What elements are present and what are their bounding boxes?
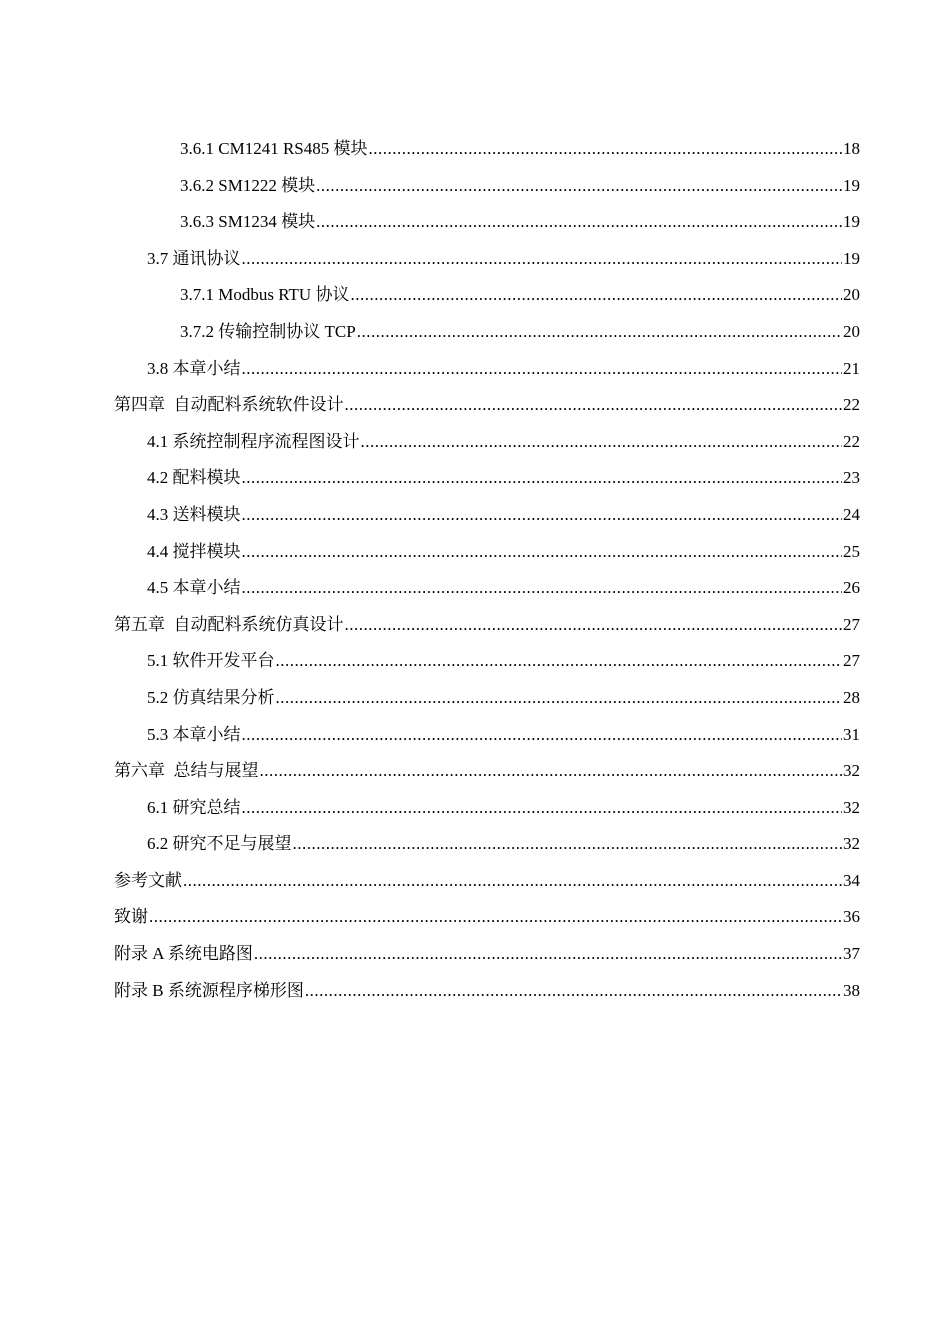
toc-leader-dots [242, 570, 843, 607]
toc-entry-title: 附录 A 系统电路图 [114, 944, 253, 964]
toc-entry[interactable] [114, 680, 860, 717]
toc-entry[interactable] [114, 973, 860, 1010]
toc-entry-title: 5.3 本章小结 [147, 724, 241, 744]
toc-leader-dots [357, 314, 842, 351]
toc-entry[interactable] [114, 387, 860, 424]
toc-leader-dots [316, 168, 842, 205]
toc-entry-page: 32 [843, 761, 860, 781]
toc-leader-dots [369, 131, 843, 168]
toc-entry[interactable] [114, 753, 860, 790]
toc-leader-dots [242, 534, 843, 571]
toc-entry-title: 4.5 本章小结 [147, 578, 241, 598]
toc-entry-title: 6.1 研究总结 [147, 797, 241, 817]
toc-entry-page: 28 [843, 687, 860, 707]
toc-entry[interactable] [114, 717, 860, 754]
toc-entry-title: 3.6.1 CM1241 RS485 模块 [180, 139, 368, 158]
toc-entry-page: 22 [843, 431, 860, 451]
toc-entry-page: 32 [843, 834, 860, 854]
toc-entry-page: 22 [843, 395, 860, 415]
toc-entry-page: 18 [843, 139, 860, 158]
toc-entry[interactable] [114, 863, 860, 900]
toc-entry[interactable] [114, 497, 860, 534]
toc-leader-dots [242, 717, 843, 754]
toc-entry-title: 3.6.3 SM1234 模块 [180, 212, 316, 232]
toc-entry-page: 19 [843, 212, 860, 232]
toc-entry-page: 20 [843, 285, 860, 305]
toc-entry-title: 4.3 送料模块 [147, 504, 241, 524]
toc-entry-page: 26 [843, 578, 860, 598]
toc-entry-page: 21 [843, 358, 860, 378]
toc-entry-title: 4.4 搅拌模块 [147, 541, 241, 561]
toc-entry[interactable] [114, 204, 860, 241]
toc-leader-dots [183, 863, 842, 900]
toc-entry-page: 25 [843, 541, 860, 561]
toc-entry[interactable] [114, 643, 860, 680]
toc-entry[interactable] [114, 277, 860, 314]
toc-entry-title: 第六章 总结与展望 [114, 761, 259, 781]
toc-leader-dots [345, 387, 843, 424]
toc-entry[interactable] [114, 351, 860, 388]
toc-entry-page: 24 [843, 504, 860, 524]
toc-entry-title: 4.1 系统控制程序流程图设计 [147, 431, 360, 451]
toc-entry-page: 32 [843, 797, 860, 817]
toc-entry-page: 20 [843, 321, 860, 341]
toc-leader-dots [276, 643, 843, 680]
toc-entry-title: 5.1 软件开发平台 [147, 651, 275, 671]
toc-leader-dots [149, 899, 842, 936]
toc-leader-dots [260, 753, 843, 790]
toc-entry[interactable] [114, 460, 860, 497]
toc-leader-dots [276, 680, 843, 717]
toc-entry[interactable] [114, 168, 860, 205]
toc-leader-dots [345, 607, 843, 644]
table-of-contents [114, 131, 860, 1009]
toc-entry[interactable] [114, 424, 860, 461]
toc-entry[interactable] [114, 314, 860, 351]
toc-entry-page: 34 [843, 870, 860, 890]
toc-entry-page: 27 [843, 651, 860, 671]
toc-entry-title: 第四章 自动配料系统软件设计 [114, 395, 344, 415]
toc-entry-page: 37 [843, 944, 860, 964]
toc-entry-title: 3.6.2 SM1222 模块 [180, 175, 316, 195]
toc-entry[interactable] [114, 241, 860, 278]
toc-entry-title: 致谢 [114, 907, 148, 927]
toc-leader-dots [242, 241, 843, 278]
toc-entry-title: 第五章 自动配料系统仿真设计 [114, 614, 344, 634]
toc-leader-dots [316, 204, 842, 241]
toc-entry-page: 19 [843, 248, 860, 268]
toc-entry-title: 3.7.2 传输控制协议 TCP [180, 321, 356, 341]
toc-entry-title: 3.8 本章小结 [147, 358, 241, 378]
toc-entry[interactable] [114, 826, 860, 863]
toc-entry[interactable] [114, 570, 860, 607]
toc-entry-page: 19 [843, 175, 860, 195]
toc-entry-page: 31 [843, 724, 860, 744]
toc-entry[interactable] [114, 790, 860, 827]
toc-entry[interactable] [114, 607, 860, 644]
toc-leader-dots [242, 351, 843, 388]
toc-entry-page: 38 [843, 980, 860, 1000]
toc-entry-title: 5.2 仿真结果分析 [147, 687, 275, 707]
toc-entry-page: 36 [843, 907, 860, 927]
toc-entry-title: 3.7.1 Modbus RTU 协议 [180, 285, 350, 305]
toc-leader-dots [361, 424, 843, 461]
toc-entry-title: 4.2 配料模块 [147, 468, 241, 488]
toc-leader-dots [254, 936, 842, 973]
toc-leader-dots [305, 973, 842, 1010]
toc-entry-title: 附录 B 系统源程序梯形图 [114, 980, 304, 1000]
toc-entry-page: 23 [843, 468, 860, 488]
toc-entry[interactable] [114, 899, 860, 936]
toc-entry-title: 6.2 研究不足与展望 [147, 834, 292, 854]
toc-entry[interactable] [114, 534, 860, 571]
toc-leader-dots [242, 460, 843, 497]
toc-leader-dots [350, 277, 842, 314]
toc-leader-dots [242, 497, 843, 534]
toc-entry-page: 27 [843, 614, 860, 634]
toc-entry-title: 3.7 通讯协议 [147, 248, 241, 268]
toc-entry-title: 参考文献 [114, 870, 182, 890]
toc-leader-dots [293, 826, 843, 863]
toc-entry[interactable] [114, 131, 860, 168]
toc-leader-dots [242, 790, 843, 827]
toc-entry[interactable] [114, 936, 860, 973]
